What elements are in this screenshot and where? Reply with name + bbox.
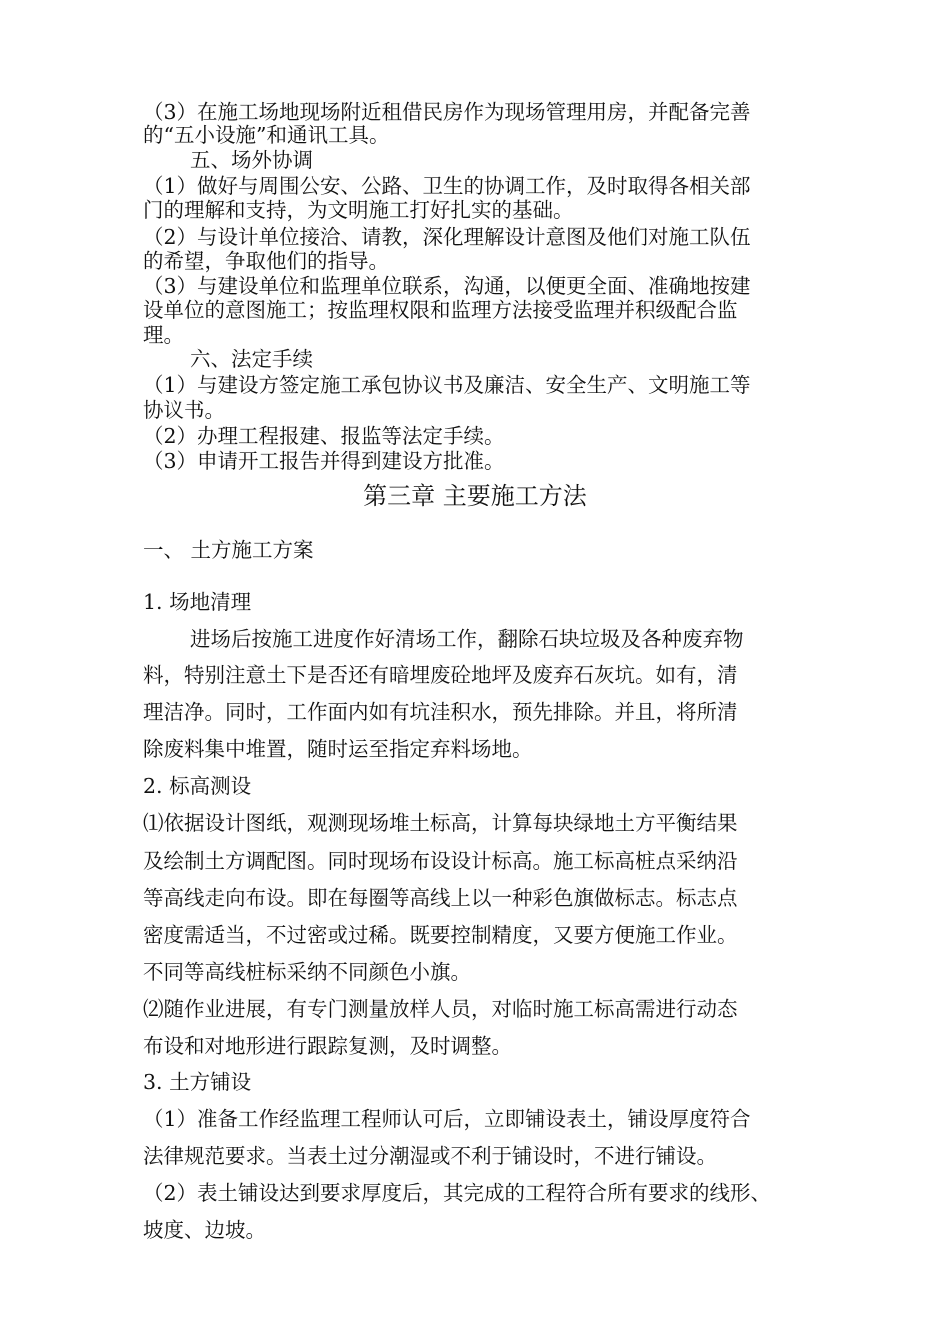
text-line: 坡度、边坡。 [143, 1218, 266, 1242]
subsection-heading: 2. 标高测设 [143, 774, 252, 798]
text-line: （2）与设计单位接洽、请教，深化理解设计意图及他们对施工队伍 [143, 225, 751, 249]
text-line: 理。 [143, 323, 184, 347]
text-line: 门的理解和支持，为文明施工打好扎实的基础。 [143, 198, 574, 222]
chapter-title: 第三章 主要施工方法 [363, 482, 587, 510]
section-heading: 六、法定手续 [190, 347, 313, 371]
text-line: （1）与建设方签定施工承包协议书及廉洁、安全生产、文明施工等 [143, 373, 751, 397]
text-line: （2）办理工程报建、报监等法定手续。 [143, 424, 505, 448]
text-line: （2）表土铺设达到要求厚度后，其完成的工程符合所有要求的线形、 [143, 1181, 772, 1205]
text-line: 及绘制土方调配图。同时现场布设设计标高。施工标高桩点采纳沿 [143, 849, 738, 873]
text-line: 法律规范要求。当表土过分潮湿或不利于铺设时，不进行铺设。 [143, 1144, 717, 1168]
section-title: 一、 土方施工方案 [143, 538, 314, 562]
text-line: 进场后按施工进度作好清场工作，翻除石块垃圾及各种废弃物 [190, 627, 744, 651]
text-line: ⑴依据设计图纸，观测现场堆土标高，计算每块绿地土方平衡结果 [143, 811, 738, 835]
text-line: ⑵随作业进展，有专门测量放样人员，对临时施工标高需进行动态 [143, 997, 738, 1021]
text-line: 除废料集中堆置，随时运至指定弃料场地。 [143, 737, 533, 761]
text-line: （3）申请开工报告并得到建设方批准。 [143, 449, 505, 473]
text-line: 协议书。 [143, 398, 225, 422]
text-line: 料，特别注意土下是否还有暗埋废砼地坪及废弃石灰坑。如有，清 [143, 663, 738, 687]
text-line: 密度需适当，不过密或过稀。既要控制精度，又要方便施工作业。 [143, 923, 738, 947]
text-line: 布设和对地形进行跟踪复测，及时调整。 [143, 1034, 512, 1058]
subsection-heading: 3. 土方铺设 [143, 1070, 252, 1094]
text-line: （3）与建设单位和监理单位联系，沟通，以便更全面、准确地按建 [143, 274, 751, 298]
text-line: 理洁净。同时，工作面内如有坑洼积水，预先排除。并且，将所清 [143, 700, 738, 724]
text-line: （1）做好与周围公安、公路、卫生的协调工作，及时取得各相关部 [143, 174, 751, 198]
text-line: 的“五小设施”和通讯工具。 [143, 123, 390, 147]
text-line: 等高线走向布设。即在每圈等高线上以一种彩色旗做标志。标志点 [143, 886, 738, 910]
text-line: （3）在施工场地现场附近租借民房作为现场管理用房，并配备完善 [143, 100, 751, 124]
subsection-heading: 1. 场地清理 [143, 590, 252, 614]
text-line: 不同等高线桩标采纳不同颜色小旗。 [143, 960, 471, 984]
text-line: 设单位的意图施工；按监理权限和监理方法接受监理并积级配合监 [143, 298, 738, 322]
section-heading: 五、场外协调 [190, 148, 313, 172]
text-line: 的希望，争取他们的指导。 [143, 249, 389, 273]
text-line: （1）准备工作经监理工程师认可后，立即铺设表土，铺设厚度符合 [143, 1107, 751, 1131]
